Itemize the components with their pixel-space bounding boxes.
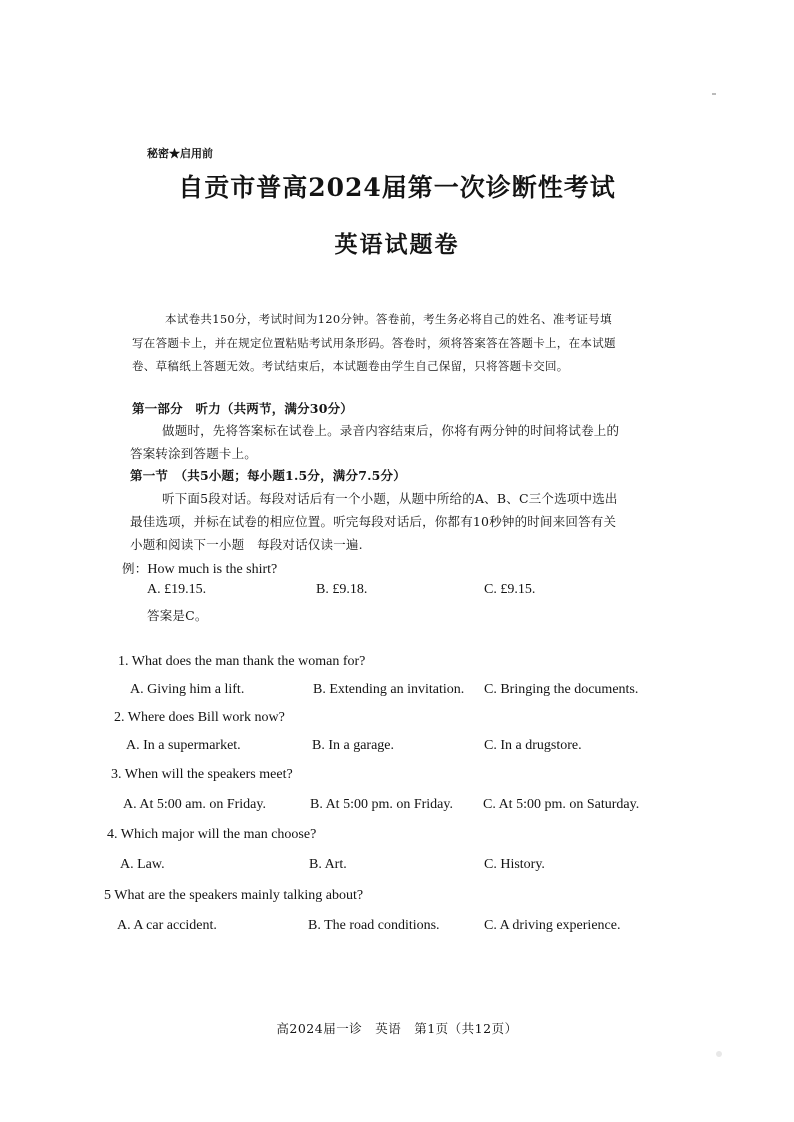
- question-option-c: C. At 5:00 pm. on Saturday.: [483, 797, 640, 812]
- section1-desc-line: 听下面5段对话。每段对话后有一个小题，从题中所给的A、B、C三个选项中选出: [162, 491, 618, 506]
- question-stem: 5 What are the speakers mainly talking about?: [104, 888, 364, 903]
- question-option-a: A. In a supermarket.: [126, 738, 241, 753]
- scan-speck: [716, 1051, 722, 1057]
- question-option-c: C. Bringing the documents.: [484, 682, 639, 697]
- exam-title: 自贡市普高2024届第一次诊断性考试: [178, 173, 616, 202]
- question-option-a: A. A car accident.: [117, 918, 217, 933]
- part1-desc-line: 做题时，先将答案标在试卷上。录音内容结束后，你将有两分钟的时间将试卷上的: [162, 423, 620, 438]
- question-option-b: B. At 5:00 pm. on Friday.: [310, 797, 453, 812]
- part1-desc-line: 答案转涂到答题卡上。: [130, 446, 258, 461]
- example-block: [122, 558, 277, 578]
- example-label: 例：: [122, 561, 148, 576]
- confidential-label: 秘密★启用前: [147, 147, 213, 160]
- question-stem: 2. Where does Bill work now?: [114, 710, 285, 725]
- question-option-c: C. History.: [484, 857, 545, 872]
- example-option-c: C. £9.15.: [484, 582, 536, 597]
- section1-desc-line: 小题和阅读下一小题 每段对话仅读一遍.: [130, 537, 363, 552]
- section1-desc-line: 最佳选项，并标在试卷的相应位置。听完每段对话后，你都有10秒钟的时间来回答有关: [130, 514, 617, 529]
- example-answer: 答案是C。: [147, 608, 208, 623]
- question-stem: 4. Which major will the man choose?: [107, 827, 317, 842]
- example-question: How much is the shirt?: [147, 562, 278, 577]
- question-option-c: C. In a drugstore.: [484, 738, 582, 753]
- question-option-b: B. Art.: [309, 857, 347, 872]
- question-stem: 3. When will the speakers meet?: [111, 767, 293, 782]
- question-stem: 1. What does the man thank the woman for?: [118, 654, 366, 669]
- scan-speck: [712, 93, 716, 95]
- page-footer: 高2024届一诊 英语 第1页（共12页）: [276, 1021, 518, 1036]
- exam-subtitle: 英语试题卷: [334, 231, 460, 258]
- section1-heading: 第一节 （共5小题；每小题1.5分，满分7.5分）: [130, 468, 406, 483]
- example-option-b: B. £9.18.: [316, 582, 368, 597]
- example-option-a: A. £19.15.: [147, 582, 207, 597]
- instructions-line: 本试卷共150分，考试时间为120分钟。答卷前，考生务必将自己的姓名、准考证号填: [165, 312, 612, 326]
- instructions-line: 卷、草稿纸上答题无效。考试结束后，本试题卷由学生自己保留，只将答题卡交回。: [132, 359, 569, 373]
- question-option-b: B. In a garage.: [312, 738, 395, 753]
- question-option-b: B. Extending an invitation.: [313, 682, 465, 697]
- question-option-b: B. The road conditions.: [308, 918, 440, 933]
- part1-heading: 第一部分 听力（共两节，满分30分）: [132, 401, 353, 416]
- question-option-a: A. Law.: [120, 857, 165, 872]
- instructions-line: 写在答题卡上，并在规定位置粘贴考试用条形码。答卷时，须将答案答在答题卡上，在本试题: [132, 336, 616, 350]
- question-option-c: C. A driving experience.: [484, 918, 621, 933]
- question-option-a: A. Giving him a lift.: [130, 682, 245, 697]
- question-option-a: A. At 5:00 am. on Friday.: [123, 797, 266, 812]
